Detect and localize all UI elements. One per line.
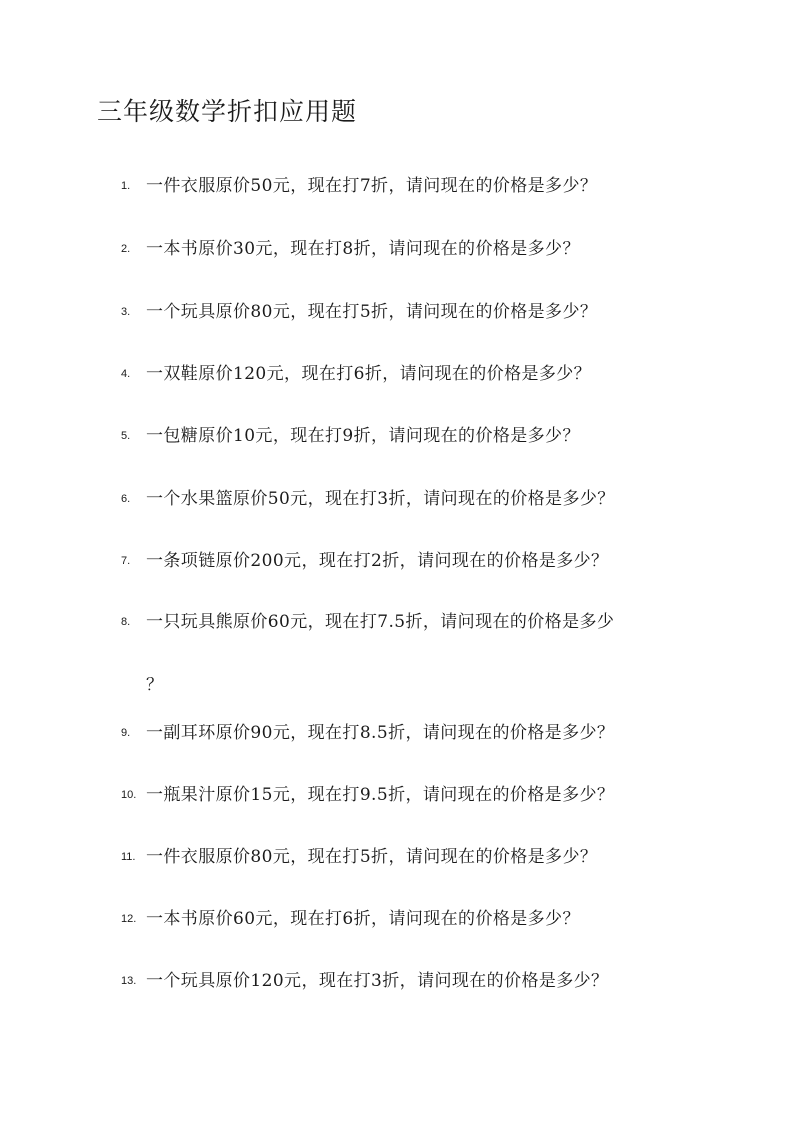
question-number: 9. <box>121 727 131 739</box>
question-text: 一件衣服原价80元，现在打5折，请问现在的价格是多少？ <box>146 847 598 867</box>
question-item <box>0 296 800 328</box>
question-number: 7. <box>121 555 131 567</box>
question-number: 13. <box>121 975 137 987</box>
question-text: 一副耳环原价90元，现在打8.5折，请问现在的价格是多少？ <box>146 723 615 743</box>
question-number: 2. <box>121 243 131 255</box>
question-text: 一件衣服原价50元，现在打7折，请问现在的价格是多少？ <box>146 176 598 196</box>
question-text: 一个玩具原价80元，现在打5折，请问现在的价格是多少？ <box>146 302 598 322</box>
document-title: 三年级数学折扣应用题 <box>97 97 358 126</box>
question-text: 一本书原价60元，现在打6折，请问现在的价格是多少？ <box>146 909 580 929</box>
question-item <box>0 420 800 452</box>
question-item <box>0 903 800 935</box>
question-text: 一瓶果汁原价15元，现在打9.5折，请问现在的价格是多少？ <box>146 785 615 805</box>
question-text: 一本书原价30元，现在打8折，请问现在的价格是多少？ <box>146 239 580 259</box>
question-item <box>0 358 800 390</box>
question-number: 10. <box>121 789 137 801</box>
question-item <box>0 606 800 695</box>
question-item <box>0 170 800 202</box>
question-item <box>0 545 800 577</box>
question-number: 3. <box>121 306 131 318</box>
question-number: 11. <box>121 851 136 863</box>
question-text: 一只玩具熊原价60元，现在打7.5折，请问现在的价格是多少 <box>146 612 615 632</box>
question-item <box>0 717 800 749</box>
question-item <box>0 483 800 515</box>
question-number: 12. <box>121 913 137 925</box>
question-item <box>0 965 800 997</box>
question-text: 一包糖原价10元，现在打9折，请问现在的价格是多少？ <box>146 426 580 446</box>
question-number: 8. <box>121 616 131 628</box>
question-number: 6. <box>121 493 131 505</box>
question-number: 4. <box>121 368 131 380</box>
question-text: 一个玩具原价120元，现在打3折，请问现在的价格是多少？ <box>146 971 609 991</box>
question-text: 一个水果篮原价50元，现在打3折，请问现在的价格是多少？ <box>146 489 615 509</box>
question-item <box>0 841 800 873</box>
question-number: 5. <box>121 430 131 442</box>
question-item <box>0 779 800 811</box>
question-text-continuation: ？ <box>146 675 163 695</box>
question-item <box>0 233 800 265</box>
question-text: 一双鞋原价120元，现在打6折，请问现在的价格是多少？ <box>146 364 592 384</box>
question-number: 1. <box>121 180 131 192</box>
question-text: 一条项链原价200元，现在打2折，请问现在的价格是多少？ <box>146 551 609 571</box>
